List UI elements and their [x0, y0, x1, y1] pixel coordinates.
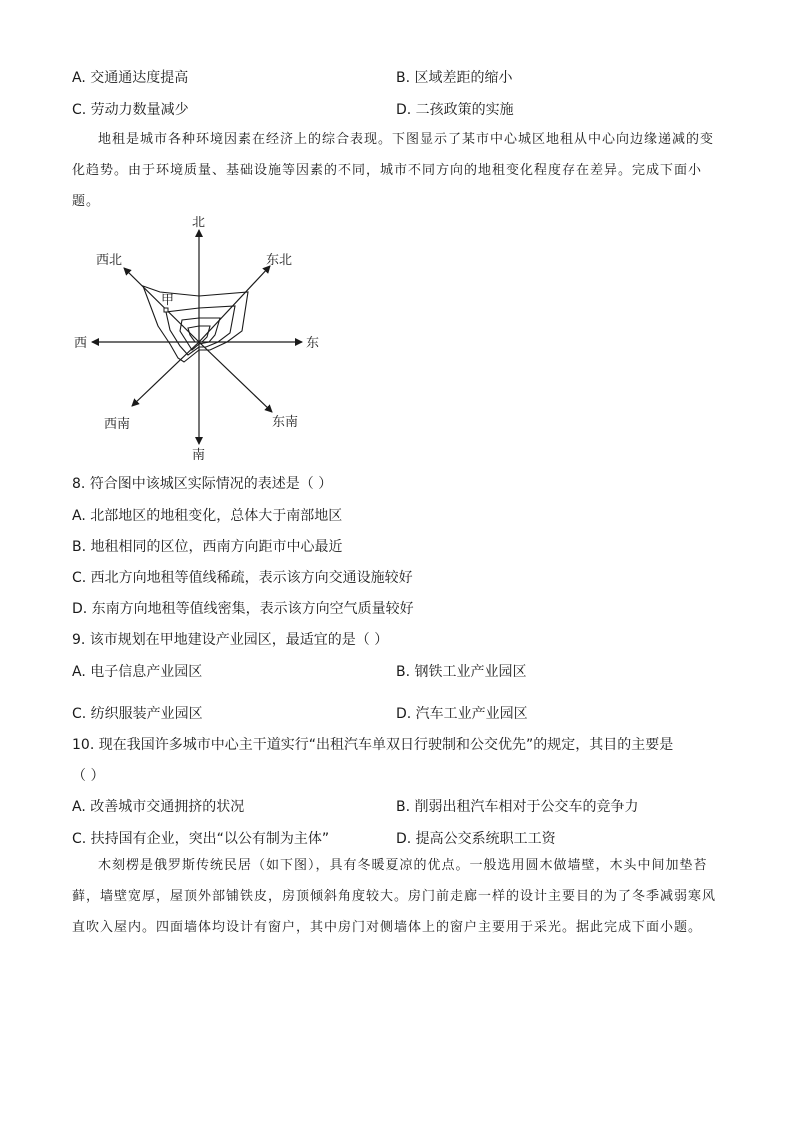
q9-option-c: C. 纺织服装产业园区 [72, 706, 203, 722]
contour-third [180, 318, 220, 350]
passage-log-house: 木刻楞是俄罗斯传统民居（如下图），具有冬暖夏凉的优点。一般选用圆木做墙壁，木头中间加垫苔藓，墙壁宽厚，屋顶外部铺铁皮，房顶倾斜角度较大。房门前走廊一样的设计主要目的为了冬季减弱寒风直吹入屋内。四面墙体均设计有窗户，其中房门对侧墙体上的窗户主要用于采光。据此完成下面小题。 [72, 858, 717, 935]
q7-option-b: B. 区域差距的缩小 [396, 70, 513, 86]
q10-option-a: A. 改善城市交通拥挤的状况 [72, 799, 245, 815]
contour-second [166, 306, 235, 355]
passage-land-rent: 地租是城市各种环境因素在经济上的综合表现。下图显示了某市中心城区地租从中心向边缘递减的变化趋势。由于环境质量、基础设施等因素的不同，城市不同方向的地租变化程度存在差异。完成下面小题。 [72, 132, 715, 209]
axis-southwest [132, 342, 199, 406]
axis-northeast [199, 266, 270, 342]
q10-stem: 10. 现在我国许多城市中心主干道实行“出租汽车单双日行驶制和公交优先”的规定，其目的主要是 [72, 737, 674, 753]
q7-option-c: C. 劳动力数量减少 [72, 102, 189, 118]
label-north: 北 [192, 216, 206, 230]
point-jia-marker [164, 308, 168, 312]
label-northwest: 西北 [96, 253, 123, 268]
label-point-jia: 甲 [161, 293, 175, 308]
label-southwest: 西南 [104, 417, 131, 432]
label-southeast: 东南 [272, 415, 299, 430]
q8-option-a: A. 北部地区的地租变化，总体大于南部地区 [72, 508, 343, 524]
q8-option-c: C. 西北方向地租等值线稀疏，表示该方向交通设施较好 [72, 570, 413, 586]
q10-option-c: C. 扶持国有企业，突出“以公有制为主体” [72, 831, 330, 847]
q10-paren: （ ） [72, 768, 105, 784]
label-west: 西 [74, 336, 88, 351]
q10-option-d: D. 提高公交系统职工工资 [396, 831, 556, 847]
label-northeast: 东北 [266, 253, 293, 268]
land-rent-diagram [60, 216, 330, 464]
label-east: 东 [306, 336, 320, 351]
label-south: 南 [192, 448, 206, 463]
q9-option-b: B. 钢铁工业产业园区 [396, 664, 527, 680]
q9-option-a: A. 电子信息产业园区 [72, 664, 203, 680]
q8-stem: 8. 符合图中该城区实际情况的表述是（ ） [72, 476, 333, 492]
q8-option-d: D. 东南方向地租等值线密集，表示该方向空气质量较好 [72, 601, 414, 617]
q7-option-a: A. 交通通达度提高 [72, 70, 189, 86]
q9-option-d: D. 汽车工业产业园区 [396, 706, 528, 722]
contour-outer [143, 286, 248, 362]
axis-southeast [199, 342, 272, 412]
q7-option-d: D. 二孩政策的实施 [396, 102, 514, 118]
q10-option-b: B. 削弱出租汽车相对于公交车的竞争力 [396, 799, 639, 815]
q9-stem: 9. 该市规划在甲地建设产业园区，最适宜的是（ ） [72, 632, 389, 648]
q8-option-b: B. 地租相同的区位，西南方向距市中心最近 [72, 539, 343, 555]
